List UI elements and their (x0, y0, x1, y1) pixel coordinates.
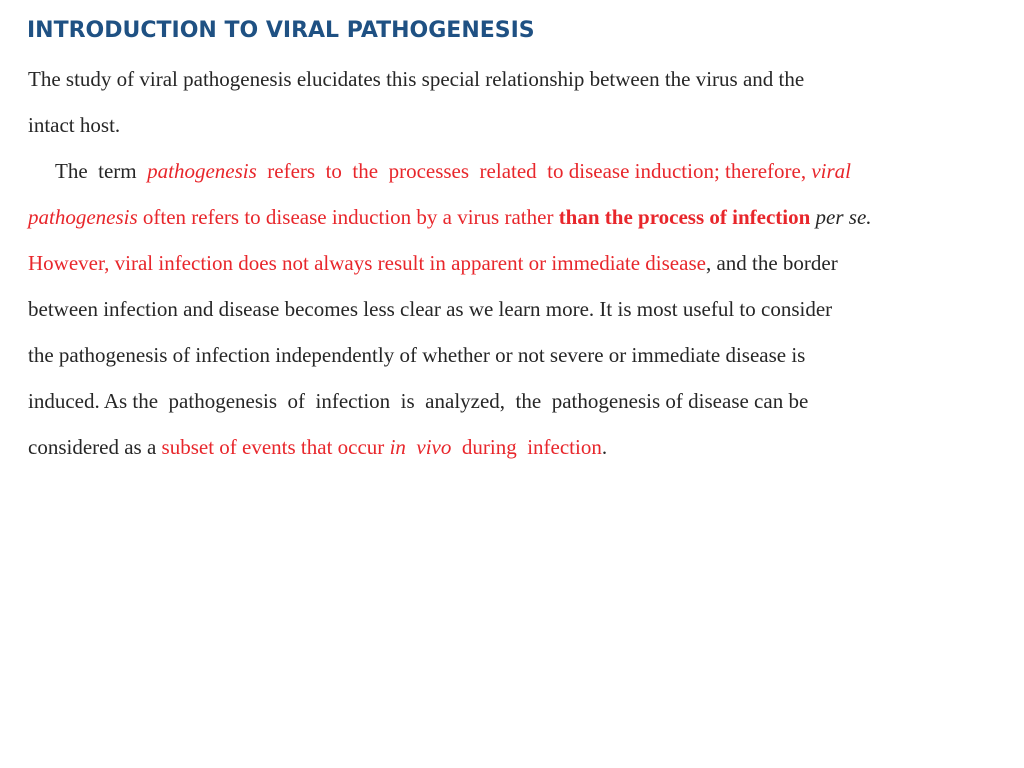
highlight-during-infection: during infection (451, 435, 602, 459)
emphasis-process-of-infection: than the process of infection (558, 205, 811, 229)
definition-text: . (601, 435, 608, 459)
definition-text: considered as a (28, 435, 162, 459)
term-viral: viral (811, 159, 852, 183)
definition-line-2 (28, 194, 1003, 240)
highlight-infection-vs-disease: However, viral infection does not always result in apparent or immediate disease (28, 251, 706, 275)
paragraph-intro (28, 56, 1003, 148)
term-pathogenesis: pathogenesis (147, 159, 257, 183)
paragraph-intro-line-1: The study of viral pathogenesis elucidates this special relationship between the virus and the (28, 67, 805, 91)
definition-line-1 (28, 148, 1003, 194)
term-in-vivo: in vivo (389, 435, 452, 459)
definition-line-7 (28, 424, 1003, 470)
highlight-subset-of-events: subset of events that occur (161, 435, 390, 459)
definition-text: The term (55, 159, 148, 183)
definition-line-4: between infection and disease becomes less clear as we learn more. It is most useful to consider (28, 297, 833, 321)
definition-line-3 (28, 240, 1003, 286)
definition-highlight: often refers to disease induction by a virus rather (137, 205, 559, 229)
paragraph-intro-line-2: intact host. (28, 113, 121, 137)
definition-text: , and the border (705, 251, 838, 275)
definition-line-6: induced. As the pathogenesis of infection is analyzed, the pathogenesis of disease can be (28, 389, 809, 413)
slide-body (28, 56, 1003, 470)
definition-highlight: refers to the processes related to disease induction; therefore, (256, 159, 812, 183)
definition-line-5: the pathogenesis of infection independently of whether or not severe or immediate disease is (28, 343, 806, 367)
paragraph-definition (28, 148, 1003, 470)
term-per-se: per se. (815, 205, 872, 229)
term-viral-pathogenesis: pathogenesis (28, 205, 138, 229)
slide-title: INTRODUCTION TO VIRAL PATHOGENESIS (27, 18, 535, 43)
